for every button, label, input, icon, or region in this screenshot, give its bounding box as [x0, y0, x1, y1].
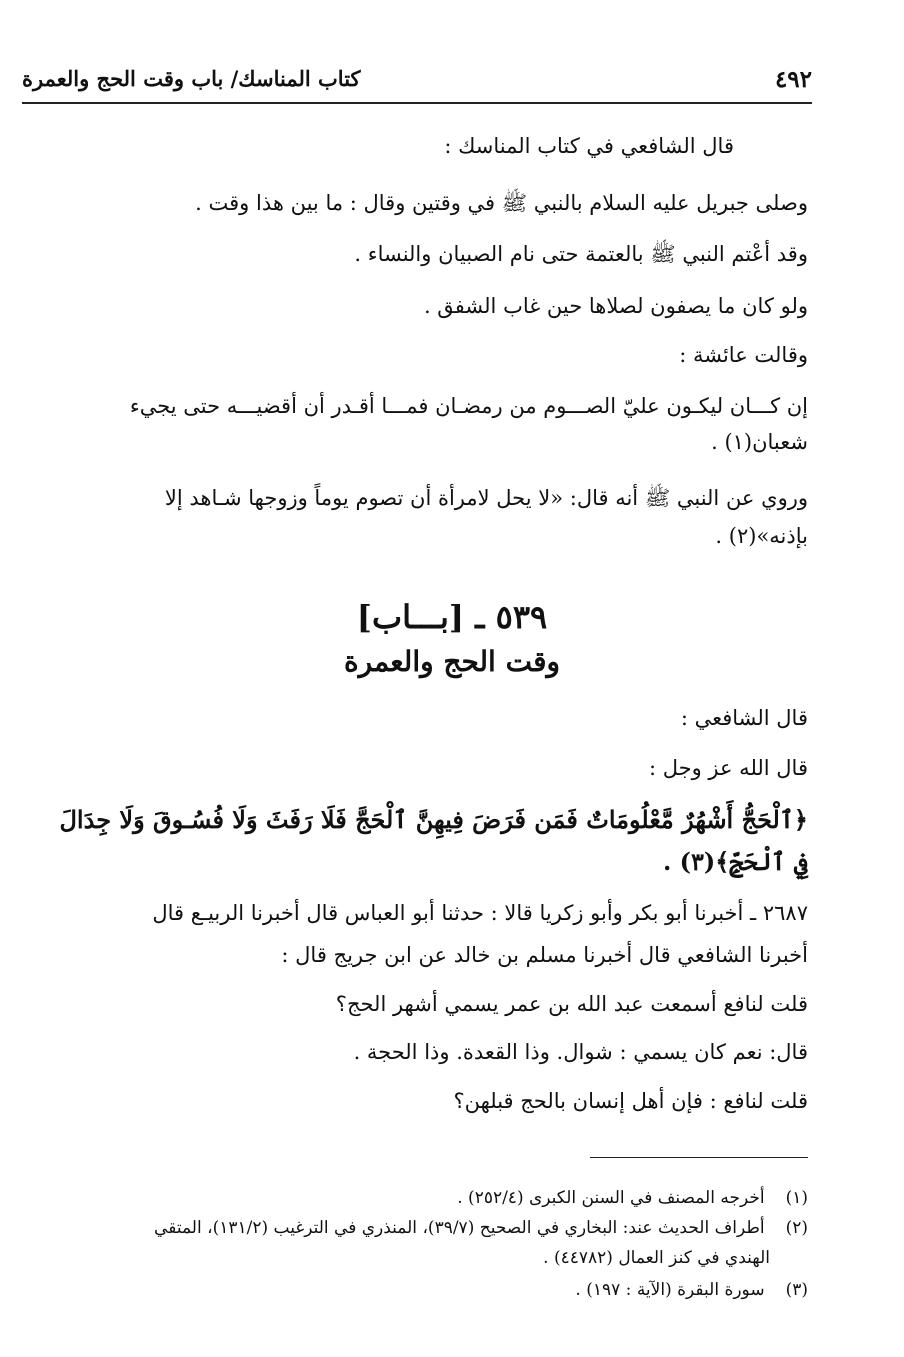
paragraph: قال الشافعي :	[680, 706, 808, 730]
footnote-number: (١)	[785, 1188, 808, 1208]
aisha-quote-line: إن كـــان ليكـون عليّ الصـــوم من رمضـان فمـــا أقـدر أن أقضيـــه حتى يجيء	[129, 394, 808, 418]
footnote-number: (٣)	[785, 1280, 808, 1300]
aisha-quote-line: شعبان(١) .	[711, 430, 808, 454]
running-title: كتاب المناسك/ باب وقت الحج والعمرة	[22, 66, 361, 91]
footnote-text: أطراف الحديث عند: البخاري في الصحيح (٣٩/٧)، المنذري في الترغيب (١٣١/٢)، المتقي	[154, 1218, 765, 1238]
paragraph: ولو كان ما يصفون لصلاها حين غاب الشفق .	[423, 294, 808, 318]
dialogue-line: قال: نعم كان يسمي : شوال. وذا القعدة. وذا الحجة .	[353, 1040, 808, 1064]
section-title: وقت الحج والعمرة	[343, 645, 560, 678]
hadith-chain-line: ٢٦٨٧ ـ أخبرنا أبو بكر وأبو زكريا قالا : حدثنا أبو العباس قال أخبرنا الربيـع قال	[152, 901, 808, 925]
page-header	[22, 62, 812, 104]
footnote-divider	[590, 1157, 808, 1158]
footnote-text: سورة البقرة (الآية : ١٩٧) .	[575, 1280, 765, 1300]
quran-verse-line: فِي ٱلْحَجِّ﴾(٣) .	[662, 847, 808, 876]
paragraph: قال الشافعي في كتاب المناسك :	[444, 134, 734, 158]
quran-verse-line: ﴿ٱلْحَجُّ أَشْهُرٌ مَّعْلُومَاتٌ فَمَن فَرَضَ فِيهِنَّ ٱلْحَجَّ فَلَا رَفَثَ وَلَا فُسُـوقَ وَلَا جِدَالَ	[59, 805, 808, 834]
footnote-number: (٢)	[785, 1218, 808, 1238]
page-number: ٤٩٢	[774, 66, 812, 93]
hadith-chain-line: أخبرنا الشافعي قال أخبرنا مسلم بن خالد عن ابن جريج قال :	[281, 943, 808, 967]
paragraph: وقد أعْتم النبي ﷺ بالعتمة حتى نام الصبيان والنساء .	[354, 242, 808, 266]
prophet-quote-line: بإذنه»(٢) .	[715, 524, 808, 548]
footnote-continuation: الهندي في كنز العمال (٤٤٧٨٢) .	[543, 1248, 770, 1268]
paragraph: قال الله عز وجل :	[648, 756, 808, 780]
dialogue-line: قلت لنافع أسمعت عبد الله بن عمر يسمي أشهر الحج؟	[335, 992, 808, 1016]
section-number: ٥٣٩ ـ [بـــاب]	[356, 598, 548, 636]
footnote-text: أخرجه المصنف في السنن الكبرى (٢٥٢/٤) .	[457, 1188, 765, 1208]
prophet-quote-line: وروي عن النبي ﷺ أنه قال: «لا يحل لامرأة أن تصوم يوماً وزوجها شـاهد إلا	[164, 486, 808, 510]
footnote	[30, 1183, 808, 1213]
footnote	[30, 1213, 808, 1243]
dialogue-line: قلت لنافع : فإن أهل إنسان بالحج قبلهن؟	[453, 1089, 808, 1113]
paragraph: وقالت عائشة :	[679, 343, 808, 367]
footnote	[30, 1275, 808, 1305]
paragraph: وصلى جبريل عليه السلام بالنبي ﷺ في وقتين وقال : ما بين هذا وقت .	[195, 191, 808, 215]
